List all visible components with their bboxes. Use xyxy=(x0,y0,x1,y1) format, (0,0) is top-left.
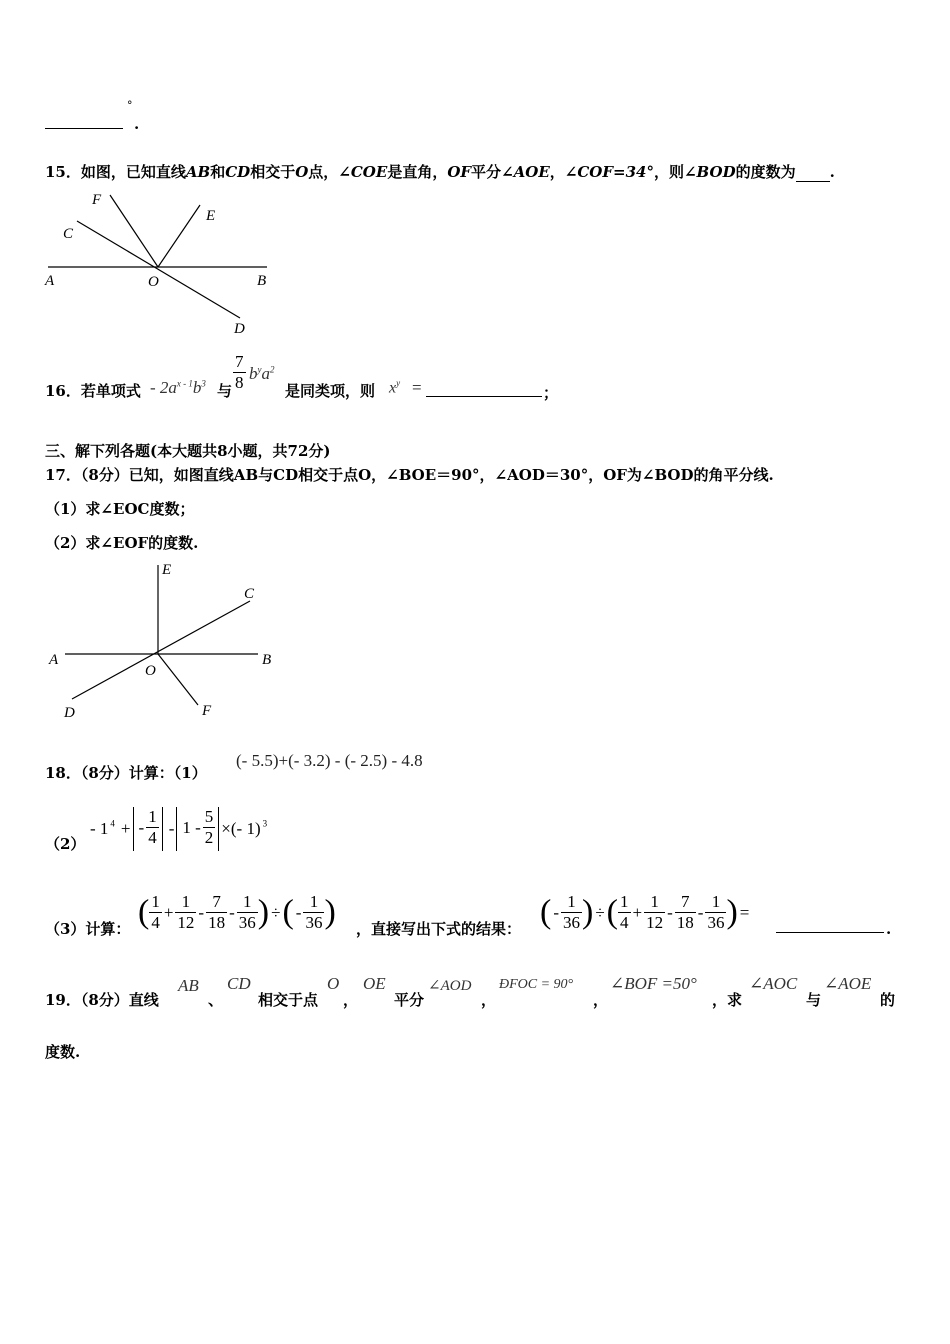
q19-comma-1: ， xyxy=(343,991,359,1009)
q19-text-1: 相交于点 xyxy=(258,991,319,1009)
q18-end: . xyxy=(886,920,892,938)
q19-dun: 、 xyxy=(208,991,224,1009)
q16-eq: = xyxy=(412,378,422,397)
q18-num: 18．（8分）计算：（1） xyxy=(45,764,207,782)
q16-yu: 与 xyxy=(217,382,233,400)
q17-label-C: C xyxy=(244,586,255,602)
q15-figure xyxy=(40,185,280,340)
q18-expr-1: (- 5.5)+(- 3.2) - (- 2.5) - 4.8 xyxy=(236,751,423,770)
q15-label-D: D xyxy=(234,321,245,337)
q18-mid-text: ，直接写出下式的结果： xyxy=(356,920,522,938)
q19-text-2: 平分 xyxy=(394,991,425,1009)
q15-label-E: E xyxy=(206,208,216,224)
q19-yu: 与 xyxy=(806,991,822,1009)
q17-figure xyxy=(40,557,290,725)
q18-part2-label: （2） xyxy=(45,835,86,853)
q15-label-B: B xyxy=(257,273,267,289)
q16-monomial-1: - $2a^{x - 1}b^3$ xyxy=(150,378,206,397)
q17-label-B: B xyxy=(262,652,272,668)
q18-part3-label: （3）计算： xyxy=(45,920,131,938)
prev-degree-mark: ° xyxy=(127,99,133,112)
section3-title: 三、解下列各题(本大题共8小题，共72分) xyxy=(45,442,331,460)
q17-part1: （1）求∠EOC度数； xyxy=(45,500,195,518)
q17-label-F: F xyxy=(202,703,212,719)
q19-comma-3: ， xyxy=(593,991,609,1009)
q15-answer-blank xyxy=(796,163,830,182)
q16-fraction: $\frac{7}{8}$ xyxy=(235,352,244,392)
q15-label-A: A xyxy=(45,273,55,289)
q17-label-E: E xyxy=(162,562,172,578)
prev-end-mark: . xyxy=(134,115,140,133)
q19-OE: OE xyxy=(363,974,386,993)
q19-de: 的 xyxy=(880,991,896,1009)
q16-text-2: 是同类项，则 xyxy=(285,382,376,400)
q16-monomial-2: $b^ya^2$ xyxy=(249,364,275,383)
q19-num: 19．（8分）直线 xyxy=(45,991,159,1009)
q18-expr-3b: ( - $\frac{1}{36}$ ) ÷( $\frac{1}{4}$ + $\frac{1}{12}$ - $\frac{7}{18}$ - $\frac{1}{36}$ ) = xyxy=(540,892,750,932)
q17-label-D: D xyxy=(64,705,75,721)
q17-text: 17．（8分）已知，如图直线AB与CD相交于点O，∠BOE＝90°，∠AOD＝30°，OF为∠BOD的角平分线. xyxy=(45,466,774,484)
q19-angle-bof: ∠BOF =50° xyxy=(610,974,697,993)
q19-comma-2: ， xyxy=(481,991,497,1009)
q15-label-F: F xyxy=(92,192,102,208)
q18-answer-blank xyxy=(776,932,884,933)
prev-answer-line xyxy=(45,128,123,129)
q19-angle-aoe: ∠AOE xyxy=(824,974,872,993)
q18-expr-3a: ( $\frac{1}{4}$ + $\frac{1}{12}$ - $\frac{7}{18}$ - $\frac{1}{36}$ ) ÷( - $\frac{1}{36}$ ) xyxy=(138,892,336,932)
q16-xy: $x^y$ xyxy=(389,378,401,397)
q19-angle-aod: ∠AOD xyxy=(428,978,472,994)
q15-label-O: O xyxy=(148,274,159,290)
q17-part2: （2）求∠EOF的度数. xyxy=(45,534,199,552)
q16-end: ； xyxy=(543,384,559,402)
q17-label-A: A xyxy=(49,652,59,668)
q19-AB: AB xyxy=(178,976,199,995)
q15-label-C: C xyxy=(63,226,74,242)
q16-num: 16．若单项式 xyxy=(45,382,141,400)
q16-answer-blank xyxy=(426,396,542,397)
q19-angle-foc: ÐFOC = 90° xyxy=(499,977,574,992)
q17-label-O: O xyxy=(145,663,156,679)
q19-qiu: ，求 xyxy=(712,991,743,1009)
q19-CD: CD xyxy=(227,974,251,993)
q19-angle-aoc: ∠AOC xyxy=(749,974,798,993)
q19-O: O xyxy=(327,974,340,993)
q19-tail: 度数. xyxy=(45,1043,81,1061)
q15-text: 15．如图，已知直线AB和CD相交于O点，∠COE是直角，OF平分∠AOE，∠COF=34°，则∠BOD的度数为 . xyxy=(45,163,835,181)
q18-expr-2: - 1 $^4$ + - $\frac{1}{4}$ - 1 - $\frac{5}{2}$ ×(- 1) $^3$ xyxy=(88,807,267,851)
